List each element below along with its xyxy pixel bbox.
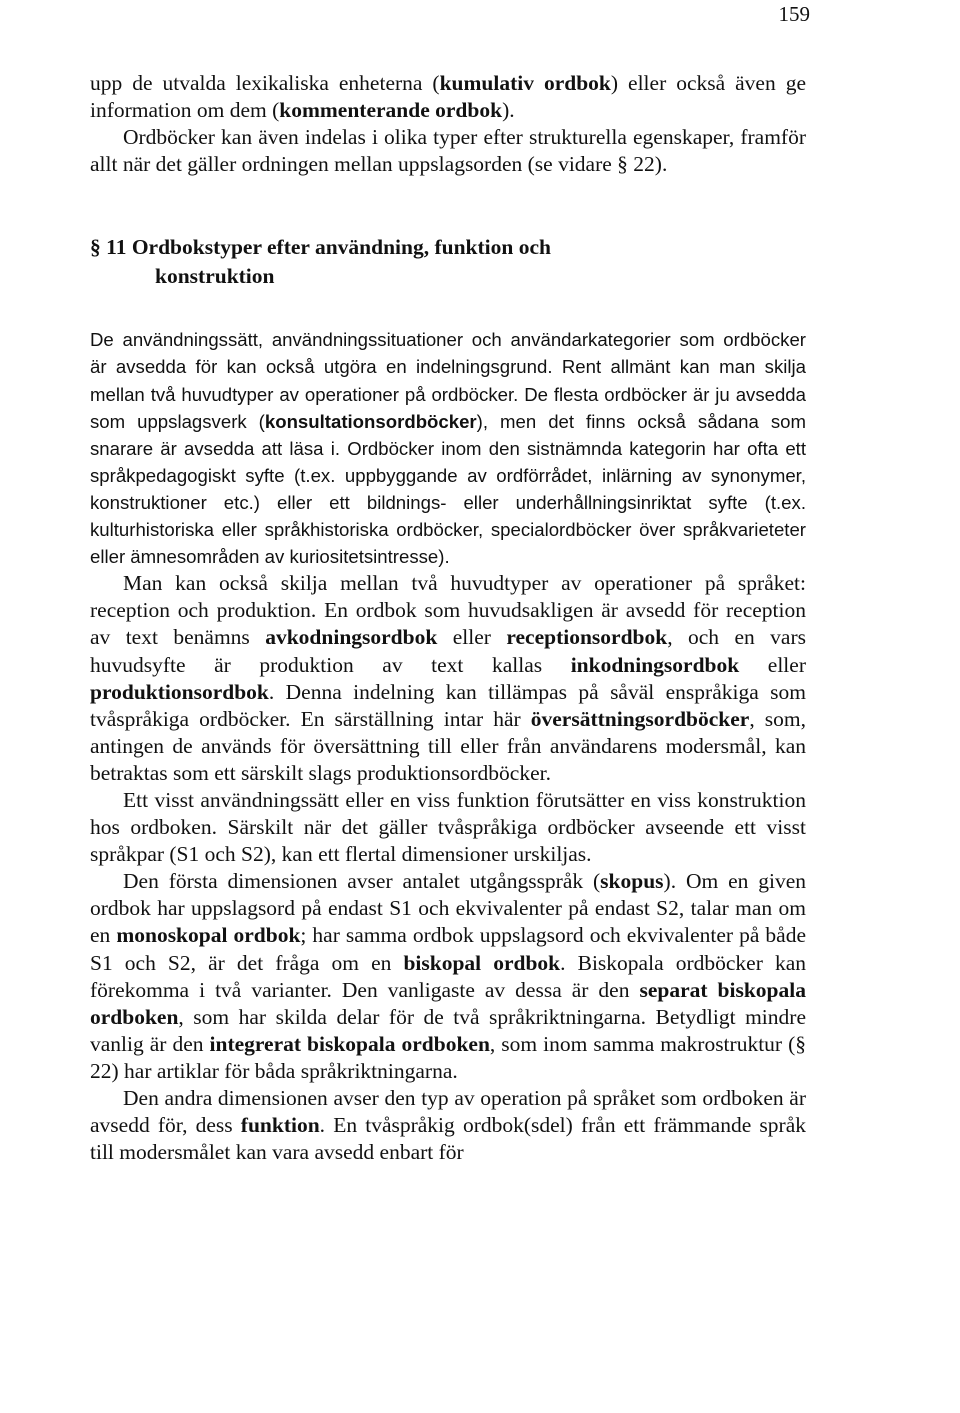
body-paragraphs (90, 326, 806, 1166)
bold-term: receptionsordbok (506, 625, 668, 650)
text-column (90, 70, 806, 1166)
opening-paragraph-2: Ordböcker kan även indelas i olika typer efter strukturella egenskaper, framför allt när det gäller ordningen mellan uppslagsorden (se vidare § 22). (90, 125, 806, 177)
section-heading-line1: § 11 Ordbokstyper efter användning, funktion och (90, 235, 551, 260)
bold-term: funktion (240, 1113, 320, 1138)
bold-term: produktionsordbok (90, 679, 269, 704)
body-paragraph: Ett visst användningssätt eller en viss funktion förutsätter en viss konstruktion hos ordboken. Särskilt när det gäller tvåspråkiga ordböcker avseende ett visst språkpar (S1 och S2), kan ett flertal dimensioner urskiljas. (90, 787, 806, 867)
bold-term: integrerat biskopala ordboken (209, 1031, 490, 1056)
bold-term: inkodningsordbok (570, 652, 740, 677)
section-heading-line2: konstruktion (155, 264, 275, 289)
body-paragraph: Den första dimensionen avser antalet utgångsspråk (skopus). Om en given ordbok har uppslagsord på endast S1 och ekvivalenter på endast S2, talar man om en monoskopal ordbok; har samma ordbok uppslagsord och ekvivalenter på både S1 och S2, är det fråga om en biskopal ordbok. Biskopala ordböcker kan förekomma i två varianter. Den vanligaste av dessa är den separat biskopala ordboken, som har skilda delar för de två språkriktningarna. Betydligt mindre vanlig är den integrerat biskopala ordboken, som inom samma makrostruktur (§ 22) har artiklar för båda språkriktningarna. (90, 869, 806, 1083)
body-paragraph: Man kan också skilja mellan två huvudtyper av operationer på språket: reception och produktion. En ordbok som huvudsakligen är avsedd för reception av text benämns avkodningsordbok eller receptionsordbok, och en vars huvudsyfte är produktion av text kallas inkodningsordbok eller produktionsordbok. Denna indelning kan tillämpas på såväl enspråkiga som tvåspråkiga ordböcker. En särställning intar här översättningsordböcker, som, antingen de används för översättning till eller från användarens modersmål, kan betraktas som ett särskilt slags produktionsordböcker. (90, 571, 806, 785)
page-number: 159 (778, 2, 810, 26)
body-paragraph: De användningssätt, användningssituationer och användarkategorier som ordböcker är avsedda för kan också utgöra en indelningsgrund. Rent allmänt kan man skilja mellan två huvudtyper av operationer på ordböcker. De flesta ordböcker är ju avsedda som uppslagsverk (konsultationsordböcker), men det finns också sådana som snarare är avsedda att läsa i. Ordböcker inom den sistnämnda kategorin har ofta ett språkpedagogiskt syfte (t.ex. uppbyggande av ordförrådet, inlärning av synonymer, konstruktioner etc.) eller ett bildnings- eller underhållningsinriktat syfte (t.ex. kulturhistoriska eller språkhistoriska ordböcker, specialordböcker över språkvarieteter eller ämnesområden av kuriositetsintresse). (90, 329, 806, 568)
opening-paragraph: upp de utvalda lexikaliska enheterna (kumulativ ordbok) eller också även ge information om dem (kommenterande ordbok). (90, 71, 806, 123)
bold-term: monoskopal ordbok (116, 923, 301, 948)
bold-term: avkodningsordbok (265, 625, 438, 650)
body-paragraph: Den andra dimensionen avser den typ av operation på språket som ordboken är avsedd för, dess funktion. En tvåspråkig ordbok(sdel) från ett främmande språk till modersmålet kan vara avsedd enbart för (90, 1086, 806, 1165)
bold-term: kumulativ ordbok (439, 71, 611, 95)
section-heading (90, 233, 806, 291)
bold-term: separat biskopala ordboken (90, 977, 806, 1029)
bold-term: skopus (600, 869, 664, 894)
bold-term: konsultationsordböcker (264, 410, 477, 432)
bold-term: biskopal ordbok (403, 950, 561, 975)
bold-term: kommenterande ordbok (279, 98, 503, 123)
bold-term: översättningsordböcker (530, 706, 750, 731)
